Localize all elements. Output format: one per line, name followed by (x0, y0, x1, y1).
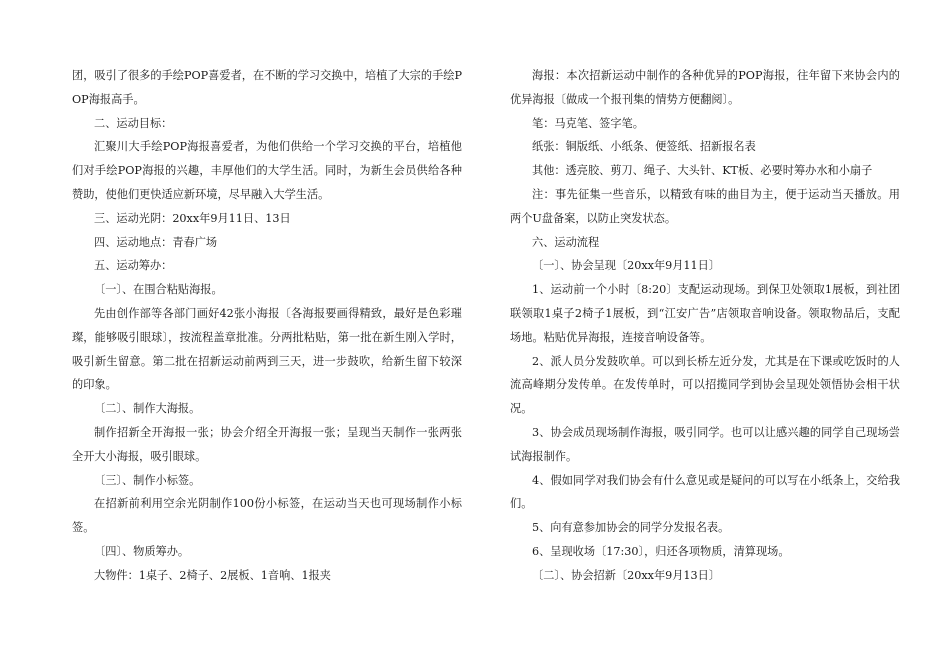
left-column (72, 64, 462, 588)
paragraph: 2、派人员分发鼓吹单。可以到长桥左近分发，尤其是在下课或吃饭时的人流高峰期分发传单。在发传单时，可以招揽同学到协会呈现处领悟协会相干状况。 (510, 354, 900, 416)
paragraph: 笔：马克笔、签字笔。 (532, 116, 644, 130)
paragraph: 汇聚川大手绘POP海报喜爱者，为他们供给一个学习交换的平台，培植他们对手绘POP海报的兴趣，丰厚他们的大学生活。同时，为新生会员供给各种赞助，使他们更快适应新环境，尽早融入大学生活。 (72, 140, 462, 201)
right-column (510, 64, 900, 588)
paragraph: 3、协会成员现场制作海报，吸引同学。也可以让感兴趣的同学自己现场尝试海报制作。 (510, 425, 900, 463)
paragraph: 先由创作部等各部门画好42张小海报〔各海报要画得精致，最好是色彩璀璨，能够吸引眼球〕，按流程盖章批准。分两批粘贴，第一批在新生刚入学时，吸引新生留意。第二批在招新运动前两到三天，进一步鼓吹，给新生留下较深的印象。 (72, 306, 462, 392)
paragraph: 5、向有意参加协会的同学分发报名表。 (532, 521, 730, 535)
paragraph: 制作招新全开海报一张；协会介绍全开海报一张；呈现当天制作一张两张全开大小海报，吸引眼球。 (72, 425, 462, 463)
paragraph: 其他：透亮胶、剪刀、绳子、大头针、KT板、必要时筹办水和小扇子 (532, 164, 873, 178)
paragraph: 6、呈现收场〔17:30〕，归还各项物质，清算现场。 (532, 544, 790, 558)
paragraph: 〔一〕、在围合粘贴海报。 (94, 283, 223, 297)
paragraph: 海报：本次招新运动中制作的各种优异的POP海报，往年留下来协会内的优异海报〔做成一个报刊集的情势方便翻阅〕。 (510, 69, 900, 106)
paragraph: 六、运动流程 (532, 235, 600, 249)
paragraph: 四、运动地点：青春广场 (94, 235, 218, 249)
paragraph: 〔四〕、物质筹办。 (94, 544, 190, 558)
paragraph: 大物件：1桌子、2椅子、2展板、1音响、1报夹 (94, 568, 331, 582)
paragraph: 五、运动筹办： (94, 259, 173, 273)
paragraph: 〔三〕、制作小标签。 (94, 473, 201, 487)
paragraph: 二、运动目标： (94, 116, 173, 130)
paragraph: 〔一〕、协会呈现〔20xx年9月11日〕 (532, 259, 721, 273)
paragraph: 在招新前利用空余光阴制作100份小标签，在运动当天也可现场制作小标签。 (72, 497, 462, 535)
paragraph: 〔二〕、制作大海报。 (94, 402, 201, 416)
paragraph: 4、假如同学对我们协会有什么意见或是疑问的可以写在小纸条上，交给我们。 (510, 473, 900, 511)
paragraph: 纸张：铜版纸、小纸条、便签纸、招新报名表 (532, 140, 756, 154)
paragraph: 〔二〕、协会招新〔20xx年9月13日〕 (532, 568, 721, 582)
paragraph: 团，吸引了很多的手绘POP喜爱者，在不断的学习交换中，培植了大宗的手绘POP海报高手。 (72, 69, 462, 106)
paragraph: 1、运动前一个小时〔8:20〕支配运动现场。到保卫处领取1展板，到社团联领取1桌子2椅子1展板，到“江安广告”店领取音响设备。领取物品后，支配场地。粘贴优异海报，连接音响设备等。 (510, 283, 900, 344)
paragraph: 注：事先征集一些音乐，以精致有味的曲目为主，便于运动当天播放。用两个U盘备案，以防止突发状态。 (510, 187, 900, 225)
paragraph: 三、运动光阴：20xx年9月11日、13日 (94, 211, 291, 225)
